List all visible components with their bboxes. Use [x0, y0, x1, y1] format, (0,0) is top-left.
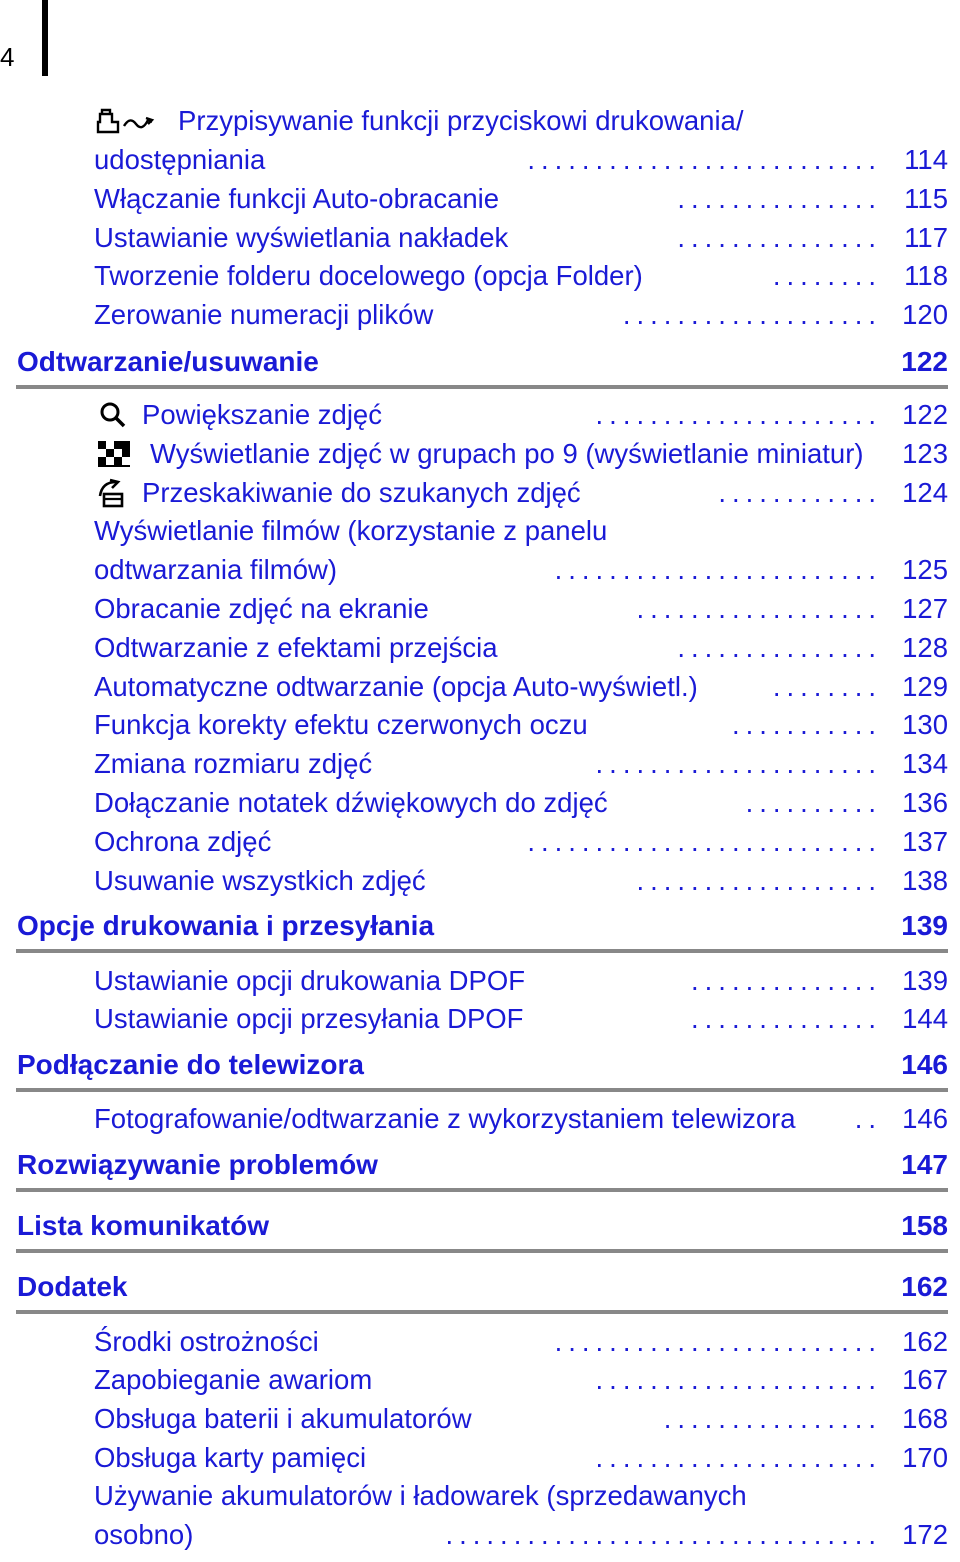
toc-entry-page: 138 [902, 865, 948, 896]
toc-entry-jump[interactable] [0, 474, 960, 512]
section-divider [16, 949, 948, 953]
toc-entry-text: Używanie akumulatorów i ładowarek (sprzedawanych [94, 1480, 747, 1511]
toc-entry-sound-memo[interactable] [0, 784, 960, 822]
toc-entry-transition[interactable] [0, 629, 960, 667]
dot-leader: ..................... [595, 748, 882, 779]
toc-entry-overlay[interactable] [0, 219, 960, 257]
section-divider [16, 1088, 948, 1092]
dot-leader: ..................... [595, 1364, 882, 1395]
toc-section-troubleshooting[interactable] [0, 1146, 960, 1206]
toc-entry-page: 124 [902, 477, 948, 508]
toc-entry-folder[interactable] [0, 257, 960, 295]
toc-entry-page: 137 [902, 826, 948, 857]
toc-entry-protect[interactable] [0, 823, 960, 861]
dot-leader: ................................ [445, 1519, 882, 1550]
dot-leader: ........................ [554, 554, 882, 585]
section-page: 162 [901, 1271, 948, 1302]
section-page: 139 [901, 910, 948, 941]
toc-entry-page: 118 [904, 260, 948, 291]
toc-section-messages[interactable] [0, 1207, 960, 1267]
toc-entry-text: Fotografowanie/odtwarzanie z wykorzystaniem telewizora [94, 1103, 796, 1134]
section-title: Podłączanie do telewizora [17, 1049, 364, 1080]
dot-leader: .......... [745, 787, 882, 818]
toc-entry-text: Ochrona zdjęć [94, 826, 272, 857]
toc-entry-page: 162 [902, 1326, 948, 1357]
toc-entry-text: osobno) [94, 1519, 194, 1550]
section-divider [16, 1188, 948, 1192]
toc-entry-page: 170 [902, 1442, 948, 1473]
section-divider [16, 1310, 948, 1314]
toc-entry-autoplay[interactable] [0, 668, 960, 706]
toc-section-appendix[interactable] [0, 1268, 960, 1328]
dot-leader: ............... [677, 632, 882, 663]
toc-entry-page: 128 [902, 632, 948, 663]
toc-entry-text: udostępniania [94, 144, 266, 175]
dot-leader: ........... [731, 709, 882, 740]
toc-entry-page: 167 [902, 1364, 948, 1395]
dot-leader: .................. [636, 865, 882, 896]
dot-leader: ..................... [595, 399, 882, 430]
toc-entry-movies-2[interactable] [0, 551, 960, 589]
toc-entry-text: Wyświetlanie zdjęć w grupach po 9 (wyświetlanie miniatur) [150, 438, 864, 469]
toc-entry-text: Automatyczne odtwarzanie (opcja Auto-wyświetl.) [94, 671, 698, 702]
toc-entry-dpof-print[interactable] [0, 962, 960, 1000]
dot-leader: ............ [718, 477, 882, 508]
magnify-icon [96, 400, 130, 430]
toc-entry-page: 120 [902, 299, 948, 330]
section-page: 146 [901, 1049, 948, 1080]
toc-section-playback[interactable] [0, 343, 960, 403]
dot-leader: ........................ [554, 1326, 882, 1357]
dot-leader: .............. [691, 965, 882, 996]
toc-entry-text: Zerowanie numeracji plików [94, 299, 434, 330]
toc-entry-chargers-2[interactable] [0, 1516, 960, 1554]
toc-entry-red-eye[interactable] [0, 706, 960, 744]
toc-entry-page: 130 [902, 709, 948, 740]
toc-entry-page: 146 [902, 1103, 948, 1134]
toc-entry-memory-card[interactable] [0, 1439, 960, 1477]
toc-entry-text: Obracanie zdjęć na ekranie [94, 593, 429, 624]
section-divider [16, 385, 948, 389]
toc-entry-print-share-2[interactable] [0, 141, 960, 179]
toc-entry-chargers-1[interactable] [0, 1477, 960, 1515]
toc-entry-page: 115 [904, 183, 948, 214]
toc-section-tv[interactable] [0, 1046, 960, 1106]
section-title: Rozwiązywanie problemów [17, 1149, 378, 1180]
dot-leader: ........ [772, 671, 882, 702]
dot-leader: ............... [677, 183, 882, 214]
index-grid-icon [96, 439, 130, 469]
toc-entry-page: 134 [902, 748, 948, 779]
toc-entry-text: Wyświetlanie filmów (korzystanie z panelu [94, 515, 608, 546]
toc-entry-text: Ustawianie wyświetlania nakładek [94, 222, 509, 253]
toc-entry-text: Włączanie funkcji Auto-obracanie [94, 183, 500, 214]
toc-entry-index[interactable] [0, 435, 960, 473]
dot-leader: ................ [663, 1403, 882, 1434]
toc-entry-print-share-1[interactable] [0, 102, 960, 140]
toc-entry-precautions[interactable] [0, 1323, 960, 1361]
dot-leader: .......................... [527, 144, 882, 175]
section-page: 147 [901, 1149, 948, 1180]
toc-entry-text: Zapobieganie awariom [94, 1364, 373, 1395]
toc-entry-text: Funkcja korekty efektu czerwonych oczu [94, 709, 588, 740]
toc-entry-page: 168 [902, 1403, 948, 1434]
toc-entry-battery[interactable] [0, 1400, 960, 1438]
dot-leader: ............... [677, 222, 882, 253]
toc-entry-page: 125 [902, 554, 948, 585]
section-page: 122 [901, 346, 948, 377]
toc-entry-text: odtwarzania filmów) [94, 554, 338, 585]
toc-section-print[interactable] [0, 907, 960, 967]
section-title: Odtwarzanie/usuwanie [17, 346, 319, 377]
toc-entry-text: Obsługa baterii i akumulatorów [94, 1403, 472, 1434]
toc-entry-prevent-malfunction[interactable] [0, 1361, 960, 1399]
toc-entry-page: 144 [902, 1003, 948, 1034]
section-title: Opcje drukowania i przesyłania [17, 910, 435, 941]
dot-leader: ..................... [595, 1442, 882, 1473]
toc-entry-text: Dołączanie notatek dźwiękowych do zdjęć [94, 787, 608, 818]
toc-entry-page: 127 [902, 593, 948, 624]
toc-entry-erase-all[interactable] [0, 862, 960, 900]
toc-entry-file-numbering[interactable] [0, 296, 960, 334]
toc-entry-dpof-transfer[interactable] [0, 1000, 960, 1038]
toc-entry-page: 129 [902, 671, 948, 702]
section-title: Dodatek [17, 1271, 128, 1302]
toc-entry-text: Tworzenie folderu docelowego (opcja Folder) [94, 260, 643, 291]
toc-entry-page: 122 [902, 399, 948, 430]
toc-entry-text: Obsługa karty pamięci [94, 1442, 367, 1473]
toc-entry-text: Przypisywanie funkcji przyciskowi drukowania/ [178, 105, 744, 136]
dot-leader: ........ [772, 260, 882, 291]
toc-entry-text: Przeskakiwanie do szukanych zdjęć [142, 477, 581, 508]
toc-entry-page: 136 [902, 787, 948, 818]
dot-leader: .. [854, 1103, 882, 1134]
toc-entry-page: 123 [902, 438, 948, 469]
toc-entry-text: Ustawianie opcji drukowania DPOF [94, 965, 526, 996]
page-number: 4 [0, 42, 15, 72]
dot-leader: ................... [622, 299, 882, 330]
toc-entry-page: 117 [904, 222, 948, 253]
jump-icon [96, 478, 130, 508]
toc-entry-text: Odtwarzanie z efektami przejścia [94, 632, 498, 663]
toc-entry-text: Zmiana rozmiaru zdjęć [94, 748, 373, 779]
dot-leader: .............. [691, 1003, 882, 1034]
toc-entry-movies-1[interactable] [0, 512, 960, 550]
section-title: Lista komunikatów [17, 1210, 270, 1241]
print-share-icon [96, 106, 158, 136]
toc-entry-text: Ustawianie opcji przesyłania DPOF [94, 1003, 524, 1034]
toc-entry-page: 139 [902, 965, 948, 996]
toc-entry-page: 172 [902, 1519, 948, 1550]
dot-leader: .......................... [527, 826, 882, 857]
toc-entry-resize[interactable] [0, 745, 960, 783]
toc-entry-text: Powiększanie zdjęć [142, 399, 382, 430]
section-divider [16, 1249, 948, 1253]
dot-leader: .................. [636, 593, 882, 624]
toc-entry-text: Usuwanie wszystkich zdjęć [94, 865, 426, 896]
toc-entry-page: 114 [904, 144, 948, 175]
toc-entry-rotate[interactable] [0, 590, 960, 628]
section-page: 158 [901, 1210, 948, 1241]
toc-entry-auto-rotate[interactable] [0, 180, 960, 218]
toc-entry-text: Środki ostrożności [94, 1326, 319, 1357]
